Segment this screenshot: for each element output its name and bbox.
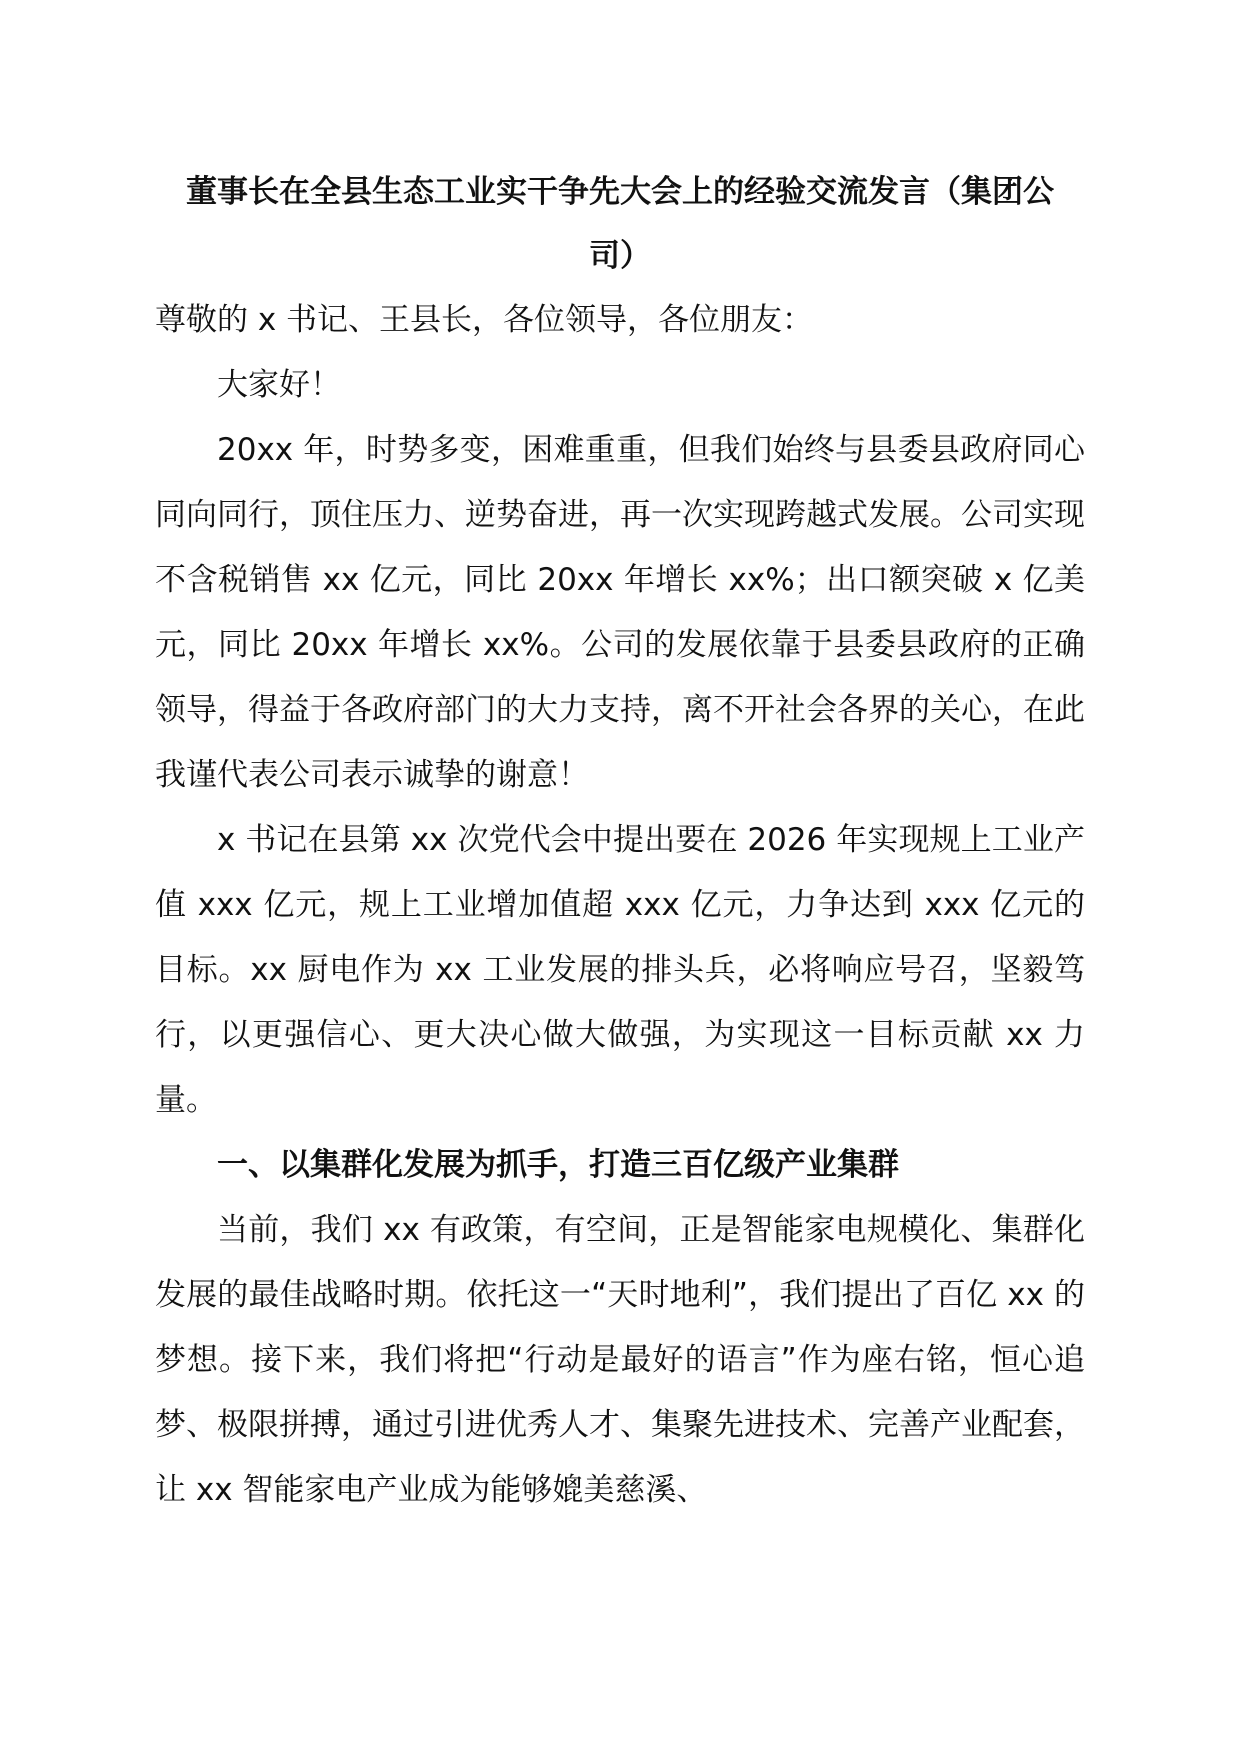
greeting: 大家好！: [217, 367, 341, 403]
section-heading: 一、以集群化发展为抓手，打造三百亿级产业集群: [217, 1147, 899, 1183]
salutation: 尊敬的 x 书记、王县长，各位领导，各位朋友：: [155, 302, 814, 338]
document-page: [155, 160, 1085, 1720]
section-paragraph: 当前，我们 xx 有政策，有空间，正是智能家电规模化、集群化发展的最佳战略时期。依托这一“天时地利”，我们提出了百亿 xx 的梦想。接下来，我们将把“行动是最好的语言”作为座右铭，恒心追梦、极限拼搏，通过引进优秀人才、集聚先进技术、完善产业配套，让 xx 智能家电产业成为能够媲美慈溪、: [155, 1212, 1085, 1508]
paragraph-achievements: 20xx 年，时势多变，困难重重，但我们始终与县委县政府同心同向同行，顶住压力、逆势奋进，再一次实现跨越式发展。公司实现不含税销售 xx 亿元，同比 20xx 年增长 xx%；出口额突破 x 亿美元，同比 20xx 年增长 xx%。公司的发展依靠于县委县政府的正确领导，得益于各政府部门的大力支持，离不开社会各界的关心，在此我谨代表公司表示诚挚的谢意！: [155, 432, 1085, 793]
paragraph-targets: x 书记在县第 xx 次党代会中提出要在 2026 年实现规上工业产值 xxx 亿元，规上工业增加值超 xxx 亿元，力争达到 xxx 亿元的目标。xx 厨电作为 xx 工业发展的排头兵，必将响应号召，坚毅笃行，以更强信心、更大决心做大做强，为实现这一目标贡献 xx 力量。: [155, 822, 1085, 1118]
document-title: 董事长在全县生态工业实干争先大会上的经验交流发言（集团公司）: [186, 174, 1054, 274]
